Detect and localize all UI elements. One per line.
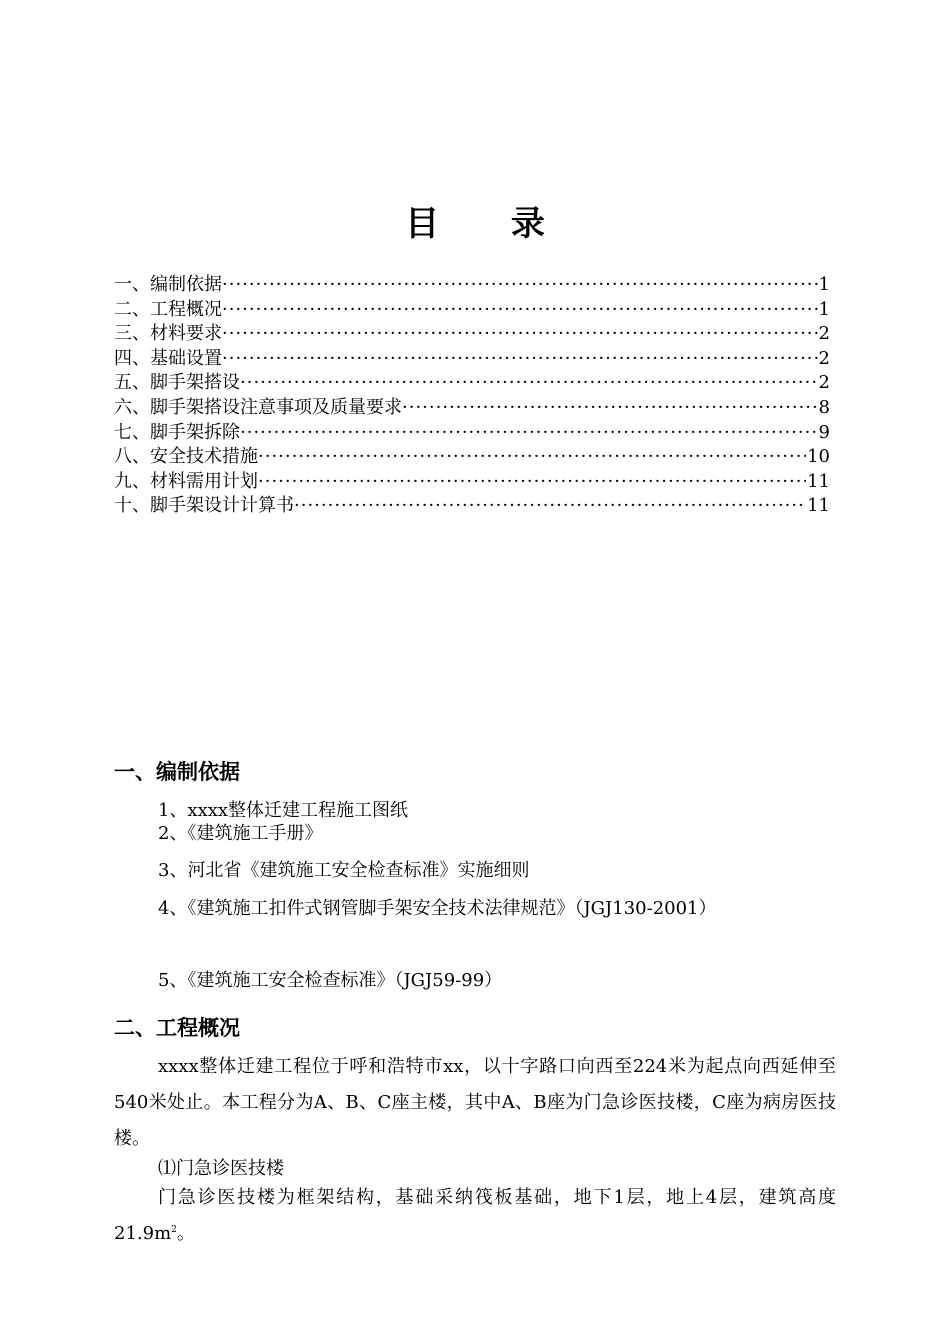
toc-entry-page: 1 xyxy=(818,298,830,320)
toc-entry-label: 一、编制依据 xyxy=(114,274,222,295)
toc-entry[interactable] xyxy=(114,298,830,323)
toc-entry[interactable] xyxy=(114,396,830,421)
overview-paragraph: xxxx整体迁建工程位于呼和浩特市xx，以十字路口向西至224米为起点向西延伸至540米处止。本工程分为A、B、C座主楼，其中A、B座为门急诊医技楼，C座为病房医技楼。 xyxy=(114,1056,836,1149)
toc-entry-label: 三、材料要求 xyxy=(114,323,222,345)
toc-entry-label: 七、脚手架拆除 xyxy=(114,421,240,443)
toc-leader-dots xyxy=(258,470,806,495)
toc-entry[interactable] xyxy=(114,371,830,396)
subheading-outpatient: ⑴门急诊医技楼 xyxy=(158,1158,284,1179)
toc-entry[interactable] xyxy=(114,421,830,446)
basis-item-5: 5、《建筑施工安全检查标准》（JGJ59-99） xyxy=(158,970,503,991)
toc-entry[interactable] xyxy=(114,347,830,372)
section-heading-basis: 一、编制依据 xyxy=(114,760,240,784)
toc-entry-page: 9 xyxy=(818,421,830,443)
toc-entry-label: 五、脚手架搭设 xyxy=(114,372,240,394)
toc-leader-dots xyxy=(240,371,818,396)
toc-entry[interactable] xyxy=(114,322,830,347)
toc-entry-page: 2 xyxy=(818,323,830,345)
toc-entry-page: 11 xyxy=(807,495,830,517)
toc-entry[interactable] xyxy=(114,494,830,519)
section-heading-overview: 二、工程概况 xyxy=(114,1016,240,1040)
superscript-2: 2 xyxy=(171,1225,177,1235)
toc-entry[interactable] xyxy=(114,470,830,495)
toc-entry[interactable] xyxy=(114,273,830,298)
toc-leader-dots xyxy=(222,322,818,347)
toc-entry-page: 8 xyxy=(818,396,830,418)
toc-entry-page: 11 xyxy=(807,470,830,492)
toc-leader-dots xyxy=(240,421,818,446)
toc-entry-page: 2 xyxy=(818,372,830,394)
toc-leader-dots xyxy=(258,445,806,470)
toc-entry-label: 八、安全技术措施 xyxy=(114,446,258,468)
basis-item-4: 4、《建筑施工扣件式钢管脚手架安全技术法律规范》（JGJ130-2001） xyxy=(158,898,717,919)
outpatient-paragraph xyxy=(114,1180,836,1252)
toc-leader-dots xyxy=(294,494,806,519)
toc-entry-label: 九、材料需用计划 xyxy=(114,470,258,492)
toc-entry-page: 10 xyxy=(807,446,830,468)
toc-entry-page: 2 xyxy=(818,347,830,369)
toc-leader-dots xyxy=(222,347,818,372)
toc-title: 目 录 xyxy=(405,204,575,244)
basis-item-1: 1、xxxx整体迁建工程施工图纸 xyxy=(158,800,409,821)
toc-entry-label: 六、脚手架搭设注意事项及质量要求 xyxy=(114,396,402,418)
basis-item-2: 2、《建筑施工手册》 xyxy=(158,823,323,844)
toc-leader-dots xyxy=(402,396,818,421)
basis-item-3: 3、河北省《建筑施工安全检查标准》实施细则 xyxy=(158,860,530,881)
toc-entry-label: 四、基础设置 xyxy=(114,347,222,369)
toc-list xyxy=(114,273,830,519)
toc-entry-label: 二、工程概况 xyxy=(114,298,222,320)
outpatient-text: 门急诊医技楼为框架结构，基础采纳筏板基础，地下1层，地上4层，建筑高度21.9m xyxy=(114,1187,836,1244)
toc-leader-dots xyxy=(222,298,818,323)
toc-entry[interactable] xyxy=(114,445,830,470)
toc-leader-dots xyxy=(222,273,818,298)
toc-entry-page: 1 xyxy=(818,274,830,295)
outpatient-period: 。 xyxy=(176,1223,195,1244)
toc-entry-label: 十、脚手架设计计算书 xyxy=(114,495,294,517)
